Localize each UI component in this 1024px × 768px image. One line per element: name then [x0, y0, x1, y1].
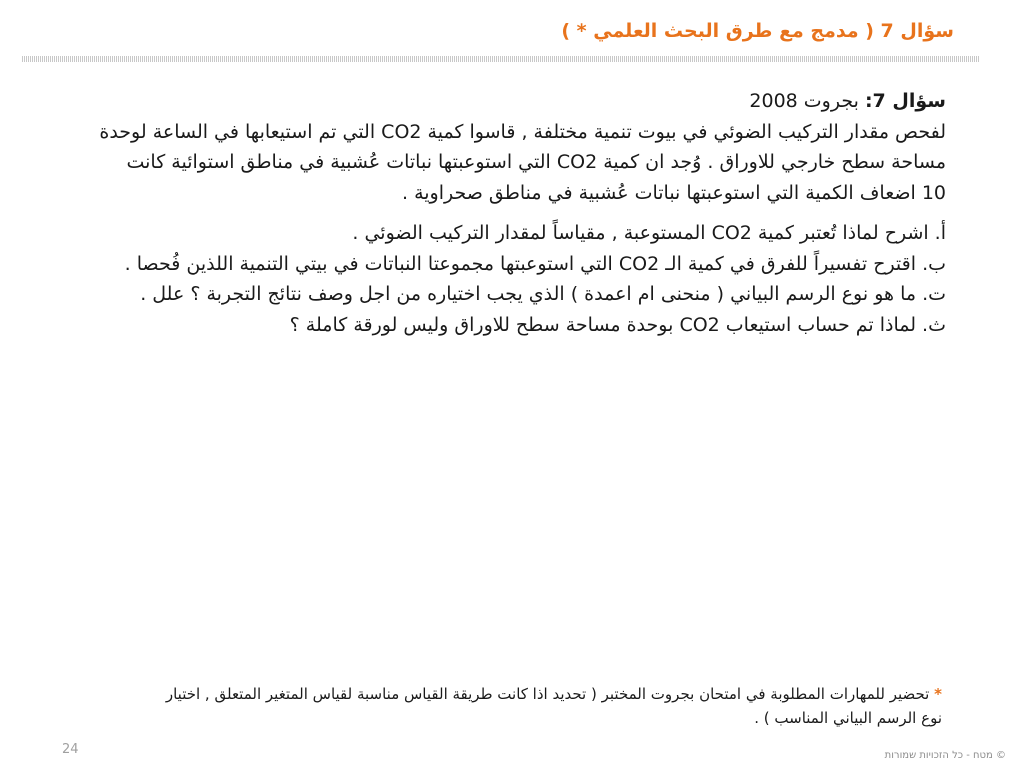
intro-line: مساحة سطح خارجي للاوراق . وُجد ان كمية CO2 التي استوعبتها نباتات عُشبية في مناطق استوائية كانت: [126, 151, 946, 173]
footnote: [142, 682, 942, 730]
question-item-b: ب. اقترح تفسيراً للفرق في كمية الـ CO2 التي استوعبتها مجموعتا النباتات في بيتي التنمية اللذين فُحصا .: [124, 252, 946, 275]
question-body: [66, 86, 946, 340]
question-item-c: ت. ما هو نوع الرسم البياني ( منحنى ام اعمدة ) الذي يجب اختياره من اجل وصف نتائج التجربة ؟ علل .: [140, 283, 946, 305]
intro-line: 10 اضعاف الكمية التي استوعبتها نباتات عُشبية في مناطق صحراوية .: [402, 181, 946, 204]
question-heading-source: بجروت 2008: [749, 90, 865, 112]
page-number: 24: [62, 742, 79, 757]
question-item-d: ث. لماذا تم حساب استيعاب CO2 بوحدة مساحة سطح للاوراق وليس لورقة كاملة ؟: [289, 313, 946, 336]
question-heading: [66, 86, 946, 117]
title-divider: [22, 56, 980, 62]
question-item-a: أ. اشرح لماذا تُعتبر كمية CO2 المستوعبة , مقياساً لمقدار التركيب الضوئي .: [352, 222, 946, 244]
copyright-notice: © מטח - כל הזכויות שמורות: [884, 750, 1006, 761]
slide-title: سؤال 7 ( مدمج مع طرق البحث العلمي * ): [561, 20, 954, 42]
question-heading-label: سؤال 7:: [864, 90, 946, 112]
footnote-text: تحضير للمهارات المطلوبة في امتحان بجروت المختبر ( تحديد اذا كانت طريقة القياس مناسبة لقياس المتغير المتعلق , اختيار نوع الرسم البياني المناسب ) .: [165, 685, 942, 727]
footnote-star: *: [934, 685, 942, 703]
intro-line: لفحص مقدار التركيب الضوئي في بيوت تنمية مختلفة , قاسوا كمية CO2 التي تم استيعابها في الساعة لوحدة: [99, 120, 946, 143]
